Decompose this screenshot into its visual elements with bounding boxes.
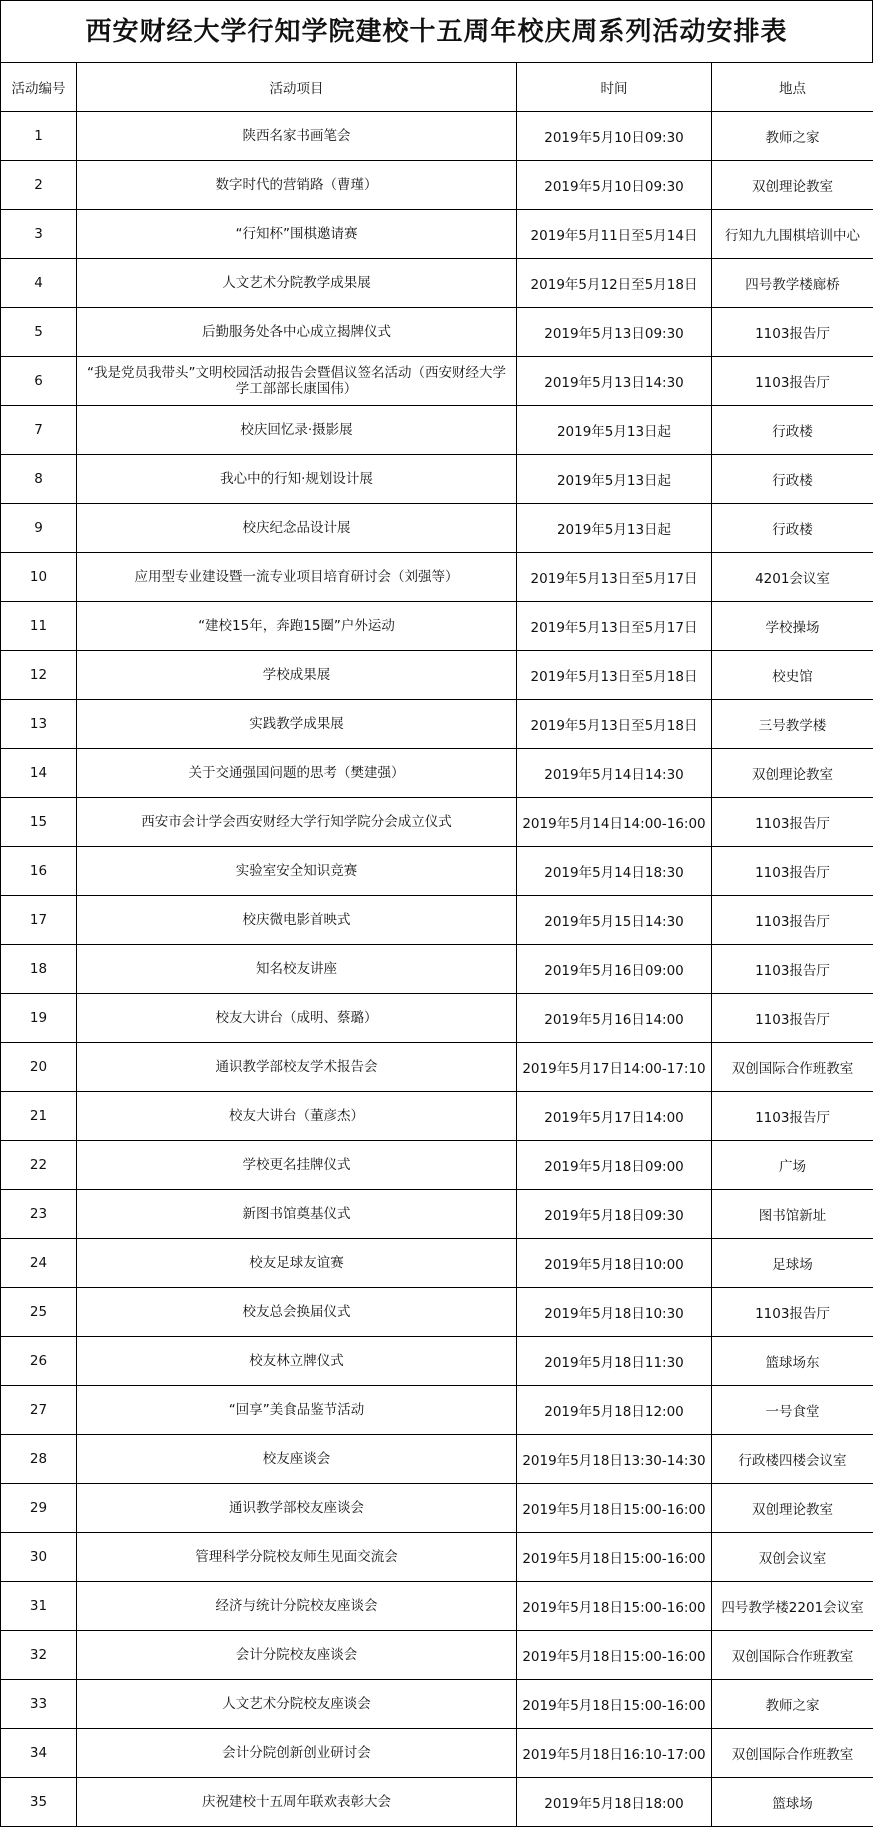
table-header-row [1, 63, 873, 112]
cell-time: 2019年5月18日10:00 [517, 1239, 712, 1288]
cell-activity-name: 实验室安全知识竞赛 [77, 847, 517, 896]
cell-time: 2019年5月13日起 [517, 406, 712, 455]
table-row [1, 1582, 873, 1631]
cell-activity-name: 数字时代的营销路（曹瑾） [77, 161, 517, 210]
cell-time: 2019年5月14日18:30 [517, 847, 712, 896]
cell-activity-name: 校友大讲台（董彦杰） [77, 1092, 517, 1141]
cell-activity-number: 32 [1, 1631, 77, 1680]
cell-activity-name: 关于交通强国问题的思考（樊建强） [77, 749, 517, 798]
cell-time: 2019年5月18日15:00-16:00 [517, 1631, 712, 1680]
cell-activity-name: “回享”美食品鉴节活动 [77, 1386, 517, 1435]
cell-time: 2019年5月17日14:00 [517, 1092, 712, 1141]
table-row [1, 749, 873, 798]
cell-time: 2019年5月14日14:30 [517, 749, 712, 798]
table-row [1, 1484, 873, 1533]
cell-activity-number: 21 [1, 1092, 77, 1141]
cell-time: 2019年5月17日14:00-17:10 [517, 1043, 712, 1092]
cell-activity-number: 14 [1, 749, 77, 798]
header-place: 地点 [712, 63, 873, 112]
cell-activity-number: 18 [1, 945, 77, 994]
cell-activity-name: 通识教学部校友座谈会 [77, 1484, 517, 1533]
cell-activity-name: 校庆纪念品设计展 [77, 504, 517, 553]
cell-activity-name: 通识教学部校友学术报告会 [77, 1043, 517, 1092]
cell-time: 2019年5月18日13:30-14:30 [517, 1435, 712, 1484]
cell-activity-number: 5 [1, 308, 77, 357]
table-row [1, 1631, 873, 1680]
cell-place: 图书馆新址 [712, 1190, 873, 1239]
table-row [1, 112, 873, 161]
schedule-table [0, 62, 873, 1827]
cell-place: 4201会议室 [712, 553, 873, 602]
cell-time: 2019年5月13日至5月18日 [517, 700, 712, 749]
cell-activity-number: 6 [1, 357, 77, 406]
cell-place: 三号教学楼 [712, 700, 873, 749]
cell-place: 1103报告厅 [712, 945, 873, 994]
cell-activity-number: 9 [1, 504, 77, 553]
cell-activity-name: 校友林立牌仪式 [77, 1337, 517, 1386]
cell-time: 2019年5月13日起 [517, 504, 712, 553]
cell-activity-name: 校庆回忆录·摄影展 [77, 406, 517, 455]
cell-activity-number: 8 [1, 455, 77, 504]
cell-activity-name: 我心中的行知·规划设计展 [77, 455, 517, 504]
cell-activity-number: 4 [1, 259, 77, 308]
table-row [1, 1043, 873, 1092]
cell-place: 篮球场 [712, 1778, 873, 1827]
cell-activity-name: “我是党员我带头”文明校园活动报告会暨倡议签名活动（西安财经大学学工部部长康国伟） [77, 357, 517, 406]
table-row [1, 1386, 873, 1435]
cell-activity-name: 管理科学分院校友师生见面交流会 [77, 1533, 517, 1582]
page-title: 西安财经大学行知学院建校十五周年校庆周系列活动安排表 [0, 0, 873, 62]
cell-activity-number: 17 [1, 896, 77, 945]
cell-time: 2019年5月18日15:00-16:00 [517, 1484, 712, 1533]
table-row [1, 308, 873, 357]
table-row [1, 1239, 873, 1288]
cell-place: 四号教学楼2201会议室 [712, 1582, 873, 1631]
cell-place: 双创会议室 [712, 1533, 873, 1582]
cell-activity-number: 25 [1, 1288, 77, 1337]
cell-activity-name: 庆祝建校十五周年联欢表彰大会 [77, 1778, 517, 1827]
cell-place: 足球场 [712, 1239, 873, 1288]
cell-place: 双创国际合作班教室 [712, 1729, 873, 1778]
cell-place: 双创理论教室 [712, 749, 873, 798]
cell-time: 2019年5月13日至5月17日 [517, 553, 712, 602]
cell-activity-number: 20 [1, 1043, 77, 1092]
cell-activity-name: 陕西名家书画笔会 [77, 112, 517, 161]
cell-activity-name: 学校成果展 [77, 651, 517, 700]
cell-activity-number: 15 [1, 798, 77, 847]
cell-activity-number: 12 [1, 651, 77, 700]
cell-activity-name: 后勤服务处各中心成立揭牌仪式 [77, 308, 517, 357]
cell-place: 双创国际合作班教室 [712, 1631, 873, 1680]
table-row [1, 847, 873, 896]
cell-activity-name: 会计分院校友座谈会 [77, 1631, 517, 1680]
cell-time: 2019年5月18日16:10-17:00 [517, 1729, 712, 1778]
table-row [1, 896, 873, 945]
table-row [1, 945, 873, 994]
cell-place: 1103报告厅 [712, 1288, 873, 1337]
cell-time: 2019年5月18日15:00-16:00 [517, 1582, 712, 1631]
table-row [1, 357, 873, 406]
table-row [1, 1435, 873, 1484]
table-row [1, 210, 873, 259]
cell-time: 2019年5月18日18:00 [517, 1778, 712, 1827]
cell-place: 广场 [712, 1141, 873, 1190]
cell-activity-number: 27 [1, 1386, 77, 1435]
cell-time: 2019年5月12日至5月18日 [517, 259, 712, 308]
cell-activity-name: 新图书馆奠基仪式 [77, 1190, 517, 1239]
cell-time: 2019年5月13日起 [517, 455, 712, 504]
cell-place: 一号食堂 [712, 1386, 873, 1435]
cell-place: 教师之家 [712, 1680, 873, 1729]
cell-time: 2019年5月13日09:30 [517, 308, 712, 357]
cell-place: 教师之家 [712, 112, 873, 161]
cell-activity-name: 应用型专业建设暨一流专业项目培育研讨会（刘强等） [77, 553, 517, 602]
cell-place: 1103报告厅 [712, 357, 873, 406]
cell-activity-number: 24 [1, 1239, 77, 1288]
header-activity-number: 活动编号 [1, 63, 77, 112]
table-row [1, 798, 873, 847]
table-row [1, 1680, 873, 1729]
cell-place: 行政楼 [712, 504, 873, 553]
cell-time: 2019年5月18日12:00 [517, 1386, 712, 1435]
table-row [1, 161, 873, 210]
table-row [1, 602, 873, 651]
cell-activity-name: 校友足球友谊赛 [77, 1239, 517, 1288]
cell-activity-name: 学校更名挂牌仪式 [77, 1141, 517, 1190]
cell-time: 2019年5月13日至5月17日 [517, 602, 712, 651]
cell-activity-number: 31 [1, 1582, 77, 1631]
cell-activity-number: 35 [1, 1778, 77, 1827]
cell-place: 1103报告厅 [712, 308, 873, 357]
table-row [1, 1729, 873, 1778]
cell-place: 篮球场东 [712, 1337, 873, 1386]
cell-place: 校史馆 [712, 651, 873, 700]
cell-activity-number: 2 [1, 161, 77, 210]
table-row [1, 700, 873, 749]
cell-activity-number: 1 [1, 112, 77, 161]
cell-activity-name: 人文艺术分院校友座谈会 [77, 1680, 517, 1729]
cell-time: 2019年5月10日09:30 [517, 112, 712, 161]
table-row [1, 553, 873, 602]
table-row [1, 1778, 873, 1827]
table-row [1, 1288, 873, 1337]
cell-time: 2019年5月18日10:30 [517, 1288, 712, 1337]
cell-place: 1103报告厅 [712, 847, 873, 896]
cell-activity-name: 实践教学成果展 [77, 700, 517, 749]
cell-place: 双创理论教室 [712, 1484, 873, 1533]
cell-time: 2019年5月18日09:00 [517, 1141, 712, 1190]
table-row [1, 994, 873, 1043]
cell-time: 2019年5月10日09:30 [517, 161, 712, 210]
cell-activity-name: 西安市会计学会西安财经大学行知学院分会成立仪式 [77, 798, 517, 847]
table-row [1, 1190, 873, 1239]
cell-activity-name: 校友总会换届仪式 [77, 1288, 517, 1337]
table-row [1, 406, 873, 455]
cell-activity-name: “建校15年，奔跑15圈”户外运动 [77, 602, 517, 651]
cell-time: 2019年5月16日09:00 [517, 945, 712, 994]
cell-place: 双创国际合作班教室 [712, 1043, 873, 1092]
cell-place: 行政楼四楼会议室 [712, 1435, 873, 1484]
table-row [1, 651, 873, 700]
cell-time: 2019年5月13日至5月18日 [517, 651, 712, 700]
header-time: 时间 [517, 63, 712, 112]
cell-activity-number: 34 [1, 1729, 77, 1778]
cell-place: 行政楼 [712, 406, 873, 455]
table-row [1, 1092, 873, 1141]
cell-time: 2019年5月16日14:00 [517, 994, 712, 1043]
cell-activity-number: 23 [1, 1190, 77, 1239]
cell-activity-number: 33 [1, 1680, 77, 1729]
cell-activity-number: 16 [1, 847, 77, 896]
cell-place: 双创理论教室 [712, 161, 873, 210]
table-row [1, 504, 873, 553]
cell-activity-number: 29 [1, 1484, 77, 1533]
table-row [1, 1337, 873, 1386]
cell-activity-name: 校友大讲台（成明、蔡璐） [77, 994, 517, 1043]
table-row [1, 1141, 873, 1190]
cell-activity-name: 校友座谈会 [77, 1435, 517, 1484]
cell-activity-name: 经济与统计分院校友座谈会 [77, 1582, 517, 1631]
cell-activity-name: 校庆微电影首映式 [77, 896, 517, 945]
cell-place: 1103报告厅 [712, 994, 873, 1043]
cell-activity-number: 19 [1, 994, 77, 1043]
cell-place: 1103报告厅 [712, 1092, 873, 1141]
cell-time: 2019年5月18日09:30 [517, 1190, 712, 1239]
cell-activity-number: 3 [1, 210, 77, 259]
cell-time: 2019年5月11日至5月14日 [517, 210, 712, 259]
cell-activity-number: 7 [1, 406, 77, 455]
cell-time: 2019年5月14日14:00-16:00 [517, 798, 712, 847]
cell-activity-number: 22 [1, 1141, 77, 1190]
cell-activity-number: 26 [1, 1337, 77, 1386]
cell-time: 2019年5月18日15:00-16:00 [517, 1680, 712, 1729]
cell-time: 2019年5月18日11:30 [517, 1337, 712, 1386]
table-row [1, 1533, 873, 1582]
table-row [1, 455, 873, 504]
cell-activity-name: 会计分院创新创业研讨会 [77, 1729, 517, 1778]
cell-activity-number: 10 [1, 553, 77, 602]
cell-place: 四号教学楼廊桥 [712, 259, 873, 308]
header-activity-name: 活动项目 [77, 63, 517, 112]
cell-time: 2019年5月13日14:30 [517, 357, 712, 406]
cell-activity-number: 13 [1, 700, 77, 749]
cell-time: 2019年5月15日14:30 [517, 896, 712, 945]
cell-activity-name: 知名校友讲座 [77, 945, 517, 994]
cell-activity-number: 11 [1, 602, 77, 651]
cell-place: 学校操场 [712, 602, 873, 651]
cell-place: 1103报告厅 [712, 896, 873, 945]
cell-activity-name: 人文艺术分院教学成果展 [77, 259, 517, 308]
cell-time: 2019年5月18日15:00-16:00 [517, 1533, 712, 1582]
cell-place: 行知九九围棋培训中心 [712, 210, 873, 259]
cell-activity-number: 30 [1, 1533, 77, 1582]
cell-place: 行政楼 [712, 455, 873, 504]
cell-place: 1103报告厅 [712, 798, 873, 847]
cell-activity-number: 28 [1, 1435, 77, 1484]
cell-activity-name: “行知杯”围棋邀请赛 [77, 210, 517, 259]
table-row [1, 259, 873, 308]
